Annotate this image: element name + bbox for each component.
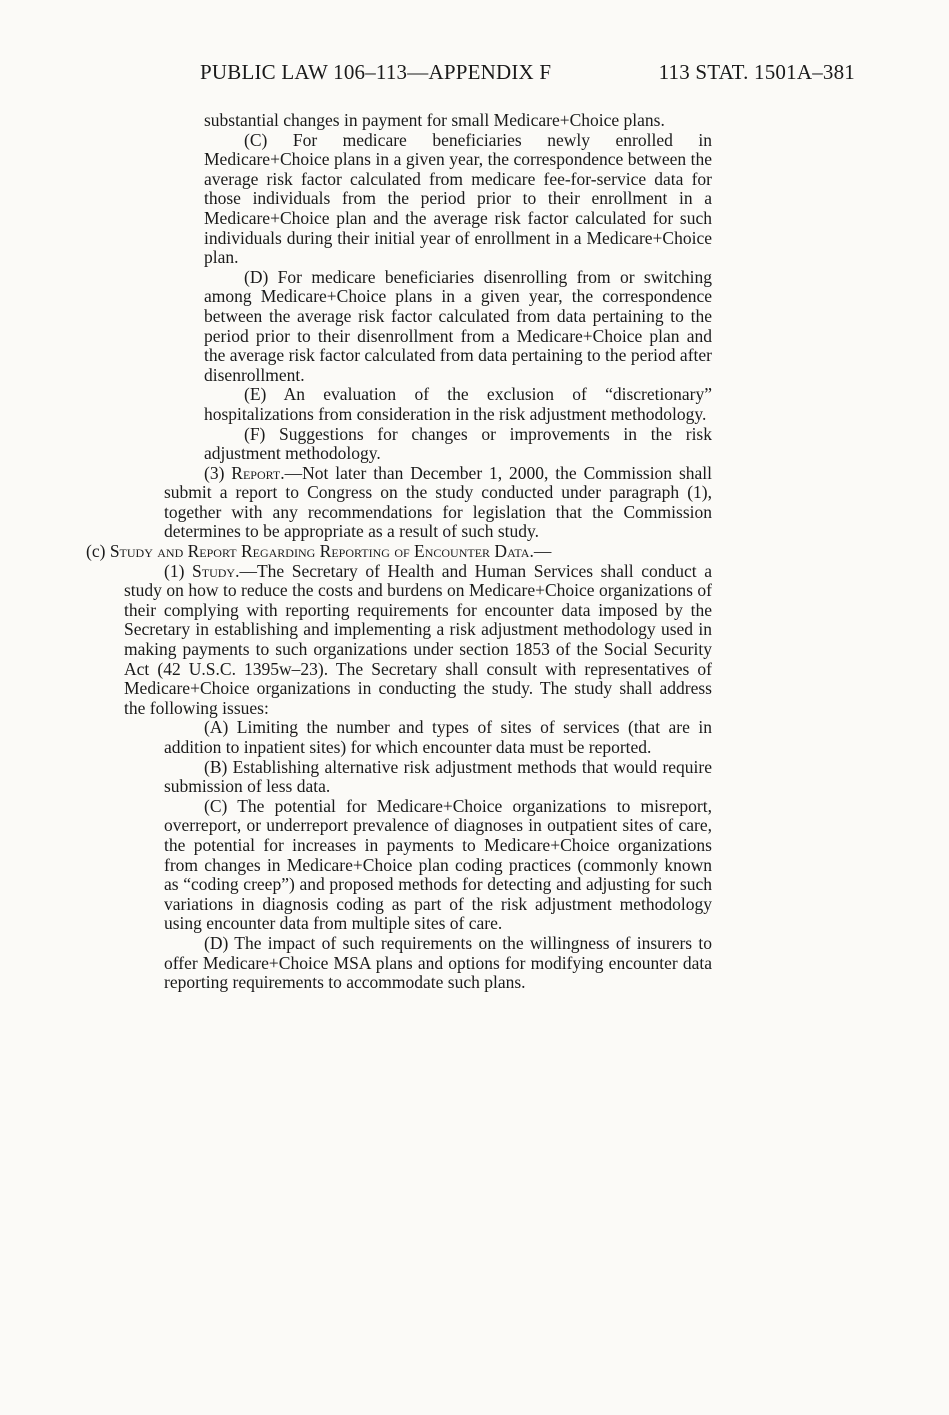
page-header — [200, 60, 855, 90]
subsection-c-heading — [86, 541, 712, 562]
issue-b: (B) Establishing alternative risk adjustment methods that would require submission of less data. — [164, 756, 712, 797]
study-text: .—The Secretary of Health and Human Services shall conduct a study on how to reduce the costs and burdens on Medicare+Choice organizations of their complying with reporting requirements for encounter data imposed by the Secretary in establishing and implementing a risk adjustment methodology used in making payments to such organizations under section 1853 of the Social Security Act (42 U.S.C. 1395w–23). The Secretary shall consult with representatives of Medicare+Choice organizations in conducting the study. The study shall address the following issues: — [124, 560, 712, 718]
study-heading: Study — [192, 560, 236, 581]
report-heading: Report — [231, 462, 281, 483]
header-statute-citation: 113 STAT. 1501A–381 — [658, 60, 855, 84]
paragraph-e: (E) An evaluation of the exclusion of “discretionary” hospitalizations from consideration in the risk adjustment methodology. — [204, 384, 712, 424]
issue-d: (D) The impact of such requirements on the willingness of insurers to offer Medicare+Choice MSA plans and options for modifying encounter data reporting requirements to accommodate such plans. — [164, 932, 712, 993]
paragraph-c: (C) For medicare beneficiaries newly enrolled in Medicare+Choice plans in a given year, the correspondence between the average risk factor calculated from medicare fee-for-service data for those individuals from the period prior to their enrollment in a Medicare+Choice plan and the average risk factor calculated for such individuals during their initial year of enrollment in a Medicare+Choice plan. — [204, 129, 712, 268]
header-law-title: PUBLIC LAW 106–113—APPENDIX F — [200, 60, 552, 84]
issue-c: (C) The potential for Medicare+Choice organizations to misreport, overreport, or underreport prevalence of diagnoses in outpatient sites of care, the potential for increases in payments to Medicare+Choice organizations from changes in Medicare+Choice plan coding practices (commonly known as “coding creep”) and proposed methods for detecting and adjusting for such variations in diagnosis coding as part of the risk adjustment methodology using encounter data from multiple sites of care. — [164, 795, 712, 934]
paragraph-b-continuation: substantial changes in payment for small Medicare+Choice plans. — [204, 110, 665, 130]
paragraph-1-study — [124, 562, 712, 719]
paragraph-d: (D) For medicare beneficiaries disenrolling from or switching among Medicare+Choice plans in a given year, the correspondence between the average risk factor calculated from data pertaining to the period prior to their disenrollment from a Medicare+Choice plan and the average risk factor calculated from data pertaining to the period after disenrollment. — [204, 266, 712, 385]
paragraph-f: (F) Suggestions for changes or improvements in the risk adjustment methodology. — [204, 423, 712, 464]
subsection-c-title: Study and Report Regarding Reporting of Encounter Data — [109, 541, 530, 562]
report-number: (3) — [204, 462, 225, 483]
issue-a: (A) Limiting the number and types of sites of services (that are in addition to inpatient sites) for which encounter data must be reported. — [164, 717, 712, 757]
subsection-c-letter: (c) — [86, 541, 106, 562]
paragraph-3-report — [124, 464, 712, 542]
report-text: .—Not later than December 1, 2000, the Commission shall submit a report to Congress on the study conducted under paragraph (1), together with any recommendations for legislation that the Commission determines to be appropriate as a result of such study. — [164, 462, 712, 542]
document-body — [86, 110, 712, 993]
subsection-c-dash: .— — [529, 541, 552, 562]
study-number: (1) — [164, 560, 185, 581]
